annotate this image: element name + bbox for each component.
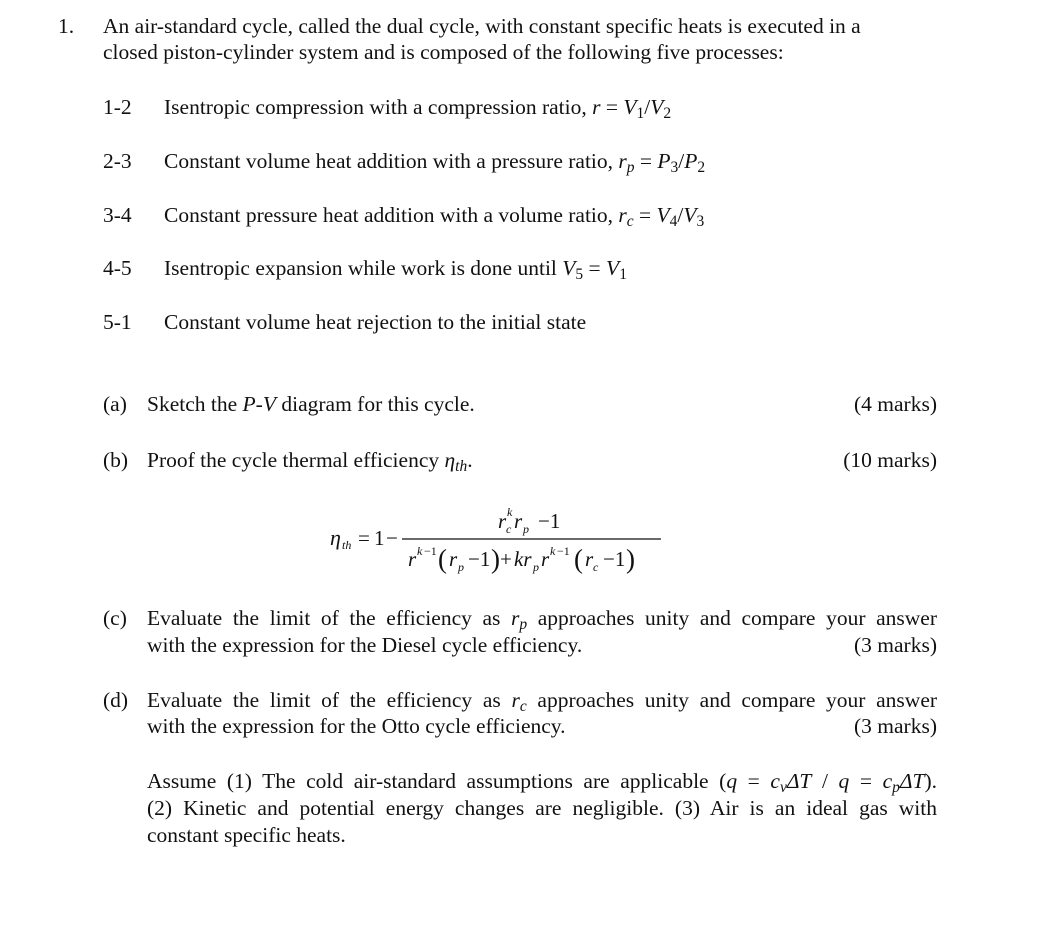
part-d-line-2: with the expression for the Otto cycle efficiency. <box>147 714 566 738</box>
question-intro-line-2: closed piston-cylinder system and is composed of the following five processes: <box>103 40 784 64</box>
svg-text:r: r <box>408 547 417 571</box>
svg-text:k: k <box>417 544 423 558</box>
part-a-label: (a) <box>103 392 127 416</box>
svg-text:+: + <box>500 547 512 571</box>
process-desc-5-1: Constant volume heat rejection to the initial state <box>164 310 587 334</box>
process-id-1-2: 1-2 <box>103 95 132 119</box>
part-c-line-2: with the expression for the Diesel cycle efficiency. <box>147 633 583 657</box>
svg-text:−1: −1 <box>557 544 570 558</box>
formula-lhs <box>330 525 398 552</box>
svg-text:c: c <box>593 560 599 574</box>
svg-text:): ) <box>626 544 635 574</box>
svg-text:r: r <box>498 509 507 533</box>
svg-text:c: c <box>506 522 512 536</box>
part-a-marks: (4 marks) <box>854 392 937 416</box>
svg-text:r: r <box>585 547 594 571</box>
formula-denominator <box>408 544 635 574</box>
svg-text:−: − <box>386 526 398 550</box>
svg-text:−1: −1 <box>603 547 626 571</box>
svg-text:kr: kr <box>514 547 532 571</box>
part-d-label: (d) <box>103 688 129 712</box>
assumptions-line-3: constant specific heats. <box>147 823 346 847</box>
part-d-line-1: Evaluate the limit of the efficiency as $r_c$ approaches unity and compare your answer <box>147 688 938 715</box>
svg-text:k: k <box>507 505 513 519</box>
svg-text:k: k <box>550 544 556 558</box>
part-d-marks: (3 marks) <box>854 714 937 738</box>
efficiency-formula <box>328 500 668 578</box>
assumptions-line-1: Assume (1) The cold air-standard assumptions are applicable $(q = c_v\Delta T / q = c_p\Delta T)$. <box>147 769 937 796</box>
svg-text:η: η <box>330 525 341 550</box>
svg-text:−1: −1 <box>538 509 561 533</box>
svg-text:1: 1 <box>374 526 385 550</box>
svg-text:(: ( <box>438 544 447 574</box>
formula-numerator <box>498 505 560 536</box>
svg-text:−1: −1 <box>424 544 437 558</box>
part-a-text: Sketch the P-V diagram for this cycle. <box>147 392 475 416</box>
question-number: 1. <box>58 14 75 38</box>
part-c-line-1: Evaluate the limit of the efficiency as $r_p$ approaches unity and compare your answer <box>147 606 937 633</box>
svg-text:r: r <box>449 547 458 571</box>
part-b-marks: (10 marks) <box>843 448 937 472</box>
svg-text:−1: −1 <box>468 547 491 571</box>
svg-text:r: r <box>514 509 523 533</box>
process-desc-3-4: Constant pressure heat addition with a volume ratio, $r_c = V_4/V_3$ <box>164 203 705 230</box>
question-intro-line-1: An air-standard cycle, called the dual cycle, with constant specific heats is executed in a <box>103 14 861 38</box>
process-id-5-1: 5-1 <box>103 310 132 334</box>
svg-text:(: ( <box>574 544 583 574</box>
process-desc-2-3: Constant volume heat addition with a pressure ratio, $r_p = P_3/P_2$ <box>164 149 706 176</box>
svg-text:r: r <box>541 547 550 571</box>
process-id-4-5: 4-5 <box>103 256 132 280</box>
process-desc-1-2: Isentropic compression with a compression ratio, $r = V_1/V_2$ <box>164 95 672 122</box>
part-c-marks: (3 marks) <box>854 633 937 657</box>
process-id-2-3: 2-3 <box>103 149 132 173</box>
part-b-label: (b) <box>103 448 129 472</box>
svg-text:p: p <box>523 522 529 536</box>
part-c-label: (c) <box>103 606 127 630</box>
svg-text:): ) <box>491 544 500 574</box>
process-id-3-4: 3-4 <box>103 203 132 227</box>
svg-text:=: = <box>358 526 370 550</box>
svg-text:p: p <box>533 560 539 574</box>
part-b-text: Proof the cycle thermal efficiency $\eta_{th}$. <box>147 448 473 475</box>
svg-text:th: th <box>342 538 352 552</box>
svg-text:p: p <box>458 560 464 574</box>
assumptions-line-2: (2) Kinetic and potential energy changes are negligible. (3) Air is an ideal gas with <box>147 796 937 820</box>
process-desc-4-5: Isentropic expansion while work is done until $V_5 = V_1$ <box>164 256 627 283</box>
